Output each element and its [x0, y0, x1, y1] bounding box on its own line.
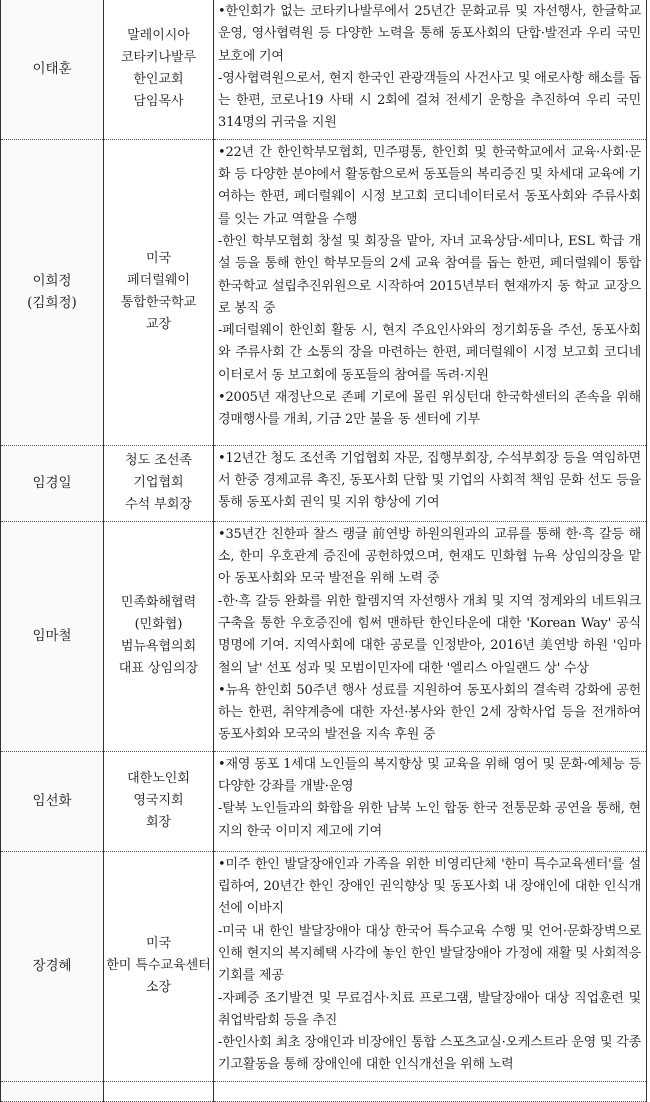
achievement-item: -페더럴웨이 한인회 활동 시, 현지 주요인사와의 정기회동을 주선, 동포사회와 주류사회 간 소통의 장을 마련하는 한편, 페더럴웨이 시정 보고회 코디네이터로서 동 보고회에 동포들의 참여를 독려·지원 — [218, 323, 641, 383]
table-row — [1, 0, 647, 139]
achievement-item: •뉴욕 한인회 50주년 행사 성료를 지원하여 동포사회의 결속력 강화에 공헌하는 한편, 취약계층에 대한 자선·봉사와 한인 2세 장학사업 등을 전개하여 동포사회와 모국의 발전을 지속 후원 중 — [218, 682, 641, 743]
recipient-position: 청도 조선족 기업협회 수석 부회장 — [104, 445, 214, 521]
table-row — [1, 851, 647, 1081]
achievement-item: •한인회가 없는 코타키나발루에서 25년간 문화교류 및 자선행사, 한글학교 운영, 영사협력원 등 다양한 노력을 통해 동포사회의 단합·발전과 우리 국민 보호에 기여 — [218, 4, 641, 64]
achievement-description — [214, 751, 647, 851]
achievement-item: -한·흑 갈등 완화를 위한 할렘지역 자선행사 개최 및 지역 정계와의 네트워크 구축을 통한 우호증진에 힘써 맨하탄 한인타운에 대한 'Korean Way' 공식 명명에 기여. 지역사회에 대한 공로를 인정받아, 2016년 美연방 하원 '임마철의 날' 선포 성과 및 모범이민자에 대한 '엘리스 아일랜드 상' 수상 — [218, 593, 641, 676]
achievement-item: -영사협력원으로서, 현지 한국인 관광객들의 사건사고 및 애로사항 해소를 돕는 한편, 코로나19 사태 시 2회에 걸쳐 전세기 운항을 추진하여 우리 국민 314명의 귀국을 지원 — [218, 70, 641, 131]
achievement-item: •22년 간 한인학부모협회, 민주평통, 한인회 및 한국학교에서 교육·사회·문화 등 다양한 분야에서 활동함으로써 동포들의 복리증진 및 차세대 교육에 기여하는 한편, 페더럴웨이 시정 보고회 코디네이터로서 동포사회와 주류사회를 잇는 가교 역할을 수행 — [218, 144, 641, 227]
achievement-item: -한인 학부모협회 창설 및 회장을 맡아, 자녀 교육상담·세미나, ESL 학급 개설 등을 통해 한인 학부모들의 2세 교육 참여를 돕는 한편, 페더럴웨이 통합한국학교 설립추진위원으로 시작하여 2015년부터 현재까지 동 학교 교장으로 봉직 중 — [218, 233, 641, 316]
recipient-name: 장경혜 — [1, 851, 104, 1081]
recipient-position: 미국 페더럴웨이 통합한국학교 교장 — [104, 139, 214, 445]
recipient-name: 이태훈 — [1, 0, 104, 139]
recipient-position: 대한노인회 영국지회 회장 — [104, 751, 214, 851]
achievement-item: •12년간 청도 조선족 기업협회 자문, 집행부회장, 수석부회장 등을 역임하면서 한중 경제교류 촉진, 동포사회 단합 및 기업의 사회적 책임 문화 선도 등을 통해 동포사회 권익 및 지위 향상에 기여 — [218, 450, 641, 511]
achievement-description — [214, 139, 647, 445]
achievement-description — [214, 851, 647, 1081]
achievement-description — [214, 1081, 647, 1101]
recipient-name: 임선화 — [1, 751, 104, 851]
recipient-position: 말레이시아 코타키나발루 한인교회 담임목사 — [104, 0, 214, 139]
recipient-name: 이희정 (김희정) — [1, 139, 104, 445]
table-row — [1, 751, 647, 851]
table-row — [1, 139, 647, 445]
achievement-description — [214, 445, 647, 521]
table-row — [1, 445, 647, 521]
achievement-item: •2005년 재정난으로 존폐 기로에 몰린 위싱턴대 한국학센터의 존속을 위해 경매행사를 개최, 기금 2만 불을 동 센터에 기부 — [218, 390, 641, 428]
achievement-item: •35년간 친한파 찰스 랭글 前연방 하원의원과의 교류를 통해 한·흑 갈등 해소, 한미 우호관계 증진에 공헌하였으며, 현재도 민화협 뉴욕 상임의장을 맡아 동포사회와 모국 발전을 위해 노력 중 — [218, 526, 641, 587]
achievement-description — [214, 521, 647, 751]
recipient-position: 민족화해협력 (민화협) 범뉴욕협의회 대표 상임의장 — [104, 521, 214, 751]
recipient-position — [104, 1081, 214, 1101]
recipient-name: 임경일 — [1, 445, 104, 521]
achievement-item: -탈북 노인들과의 화합을 위한 남북 노인 합동 한국 전통문화 공연을 통해, 현지의 한국 이미지 제고에 기여 — [218, 801, 641, 839]
table-row — [1, 521, 647, 751]
achievement-item: -미국 내 한인 발달장애아 대상 한국어 특수교육 수행 및 언어·문화장벽으로 인해 현지의 복지혜택 사각에 놓인 한인 발달장애아 가정에 재활 및 사회적응 기회를 제공 — [218, 923, 641, 984]
achievement-item: -한인사회 최초 장애인과 비장애인 통합 스포츠교실·오케스트라 운영 및 각종 기고활동을 통해 장애인에 대한 인식개선을 위해 노력 — [218, 1035, 641, 1073]
recipient-name: 임마철 — [1, 521, 104, 751]
table-row — [1, 1081, 647, 1101]
recipient-position: 미국 한미 특수교육센터 소장 — [104, 851, 214, 1081]
achievement-item: •미주 한인 발달장애인과 가족을 위한 비영리단체 '한미 특수교육센터'를 설립하여, 20년간 한인 장애인 권익향상 및 동포사회 내 장애인에 대한 인식개선에 이바지 — [218, 856, 641, 917]
achievement-item: •재영 동포 1세대 노인들의 복지향상 및 교육을 위해 영어 및 문화·예체능 등 다양한 강좌를 개발·운영 — [218, 756, 641, 795]
achievement-item: -자폐증 조기발견 및 무료검사·치료 프로그램, 발달장애아 대상 직업훈련 및 취업박람회 등을 추진 — [218, 990, 641, 1028]
recipient-name — [1, 1081, 104, 1101]
achievement-description — [214, 0, 647, 139]
